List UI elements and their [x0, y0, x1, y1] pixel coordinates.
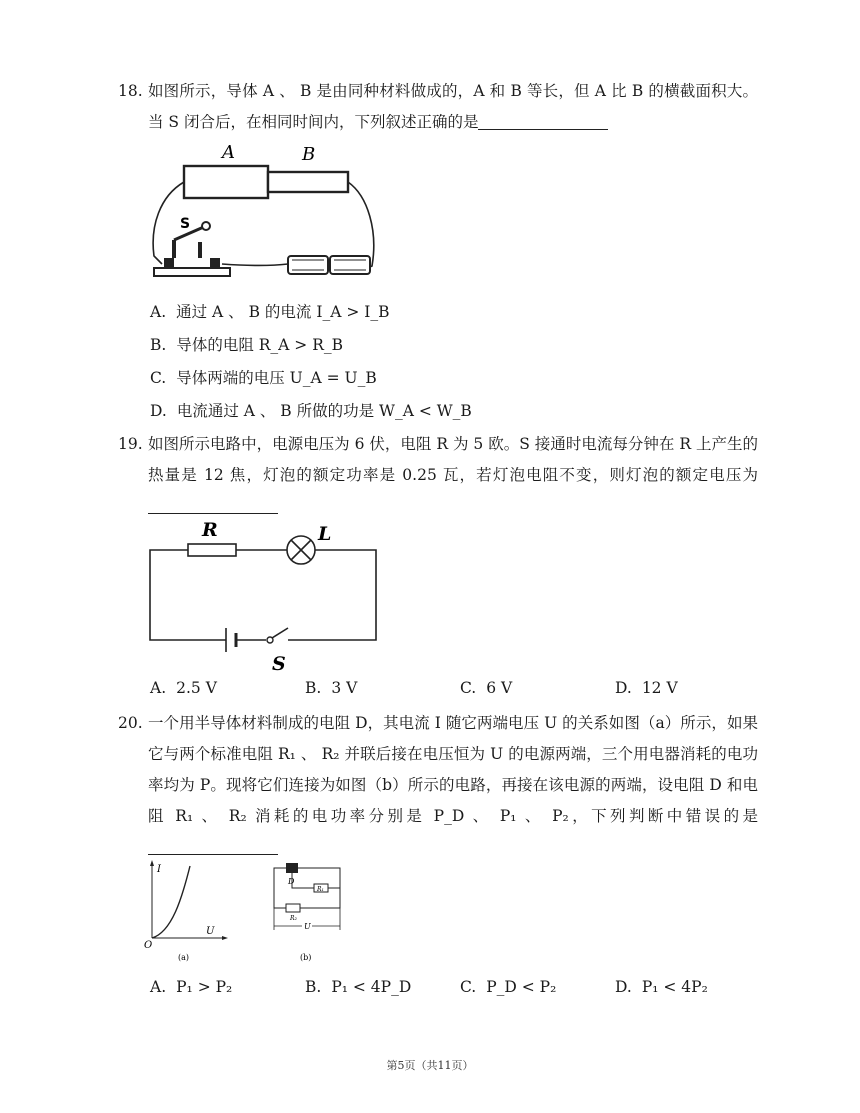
- origin-label: O: [144, 940, 153, 951]
- label-r1: R₁: [317, 886, 324, 893]
- label-s: S: [180, 216, 191, 232]
- label-u: U: [304, 922, 311, 931]
- question-text: 如图所示电路中，电源电压为 6 伏，电阻 R 为 5 欧。S 接通时电流每分钟在 R 上产生的热量是 12 焦，灯泡的额定功率是 0.25 瓦，若灯泡电阻不变，则灯泡的额定电压为: [148, 435, 758, 484]
- option-20-b[interactable]: B. P₁ < 4P_D: [305, 978, 412, 996]
- option-18-b[interactable]: B. 导体的电阻 R_A > R_B: [150, 336, 344, 354]
- option-19-b[interactable]: B. 3 V: [305, 679, 358, 697]
- option-18-d[interactable]: D. 电流通过 A 、 B 所做的功是 W_A < W_B: [150, 402, 472, 420]
- caption-b: (b): [300, 953, 312, 962]
- axis-x-label: U: [206, 926, 215, 937]
- question-20: [118, 708, 758, 863]
- label-r: R: [202, 519, 218, 541]
- option-19-a[interactable]: A. 2.5 V: [150, 679, 217, 697]
- label-l: L: [318, 523, 332, 545]
- answer-blank: [478, 111, 608, 130]
- page-footer: 第5页（共11页）: [386, 1059, 474, 1072]
- question-text: 如图所示，导体 A 、 B 是由同种材料做成的，A 和 B 等长，但 A 比 B 的横截面积大。当 S 闭合后，在相同时间内，下列叙述正确的是: [148, 82, 758, 131]
- axis-y-label: I: [157, 864, 161, 875]
- option-20-c[interactable]: C. P_D < P₂: [460, 978, 557, 996]
- option-20-d[interactable]: D. P₁ < 4P₂: [615, 978, 708, 996]
- option-18-c[interactable]: C. 导体两端的电压 U_A = U_B: [150, 369, 377, 387]
- label-r2: R₂: [290, 915, 297, 922]
- option-19-c[interactable]: C. 6 V: [460, 679, 513, 697]
- question-number: 19.: [118, 435, 143, 453]
- question-text: 一个用半导体材料制成的电阻 D，其电流 I 随它两端电压 U 的关系如图（a）所示，如果它与两个标准电阻 R₁ 、 R₂ 并联后接在电压恒为 U 的电源两端，三个用电器消耗的电功率均为 P。现将它们连接为如图（b）所示的电路，再接在该电源的两端，设电阻 D 和电阻 R₁ 、 R₂ 消耗的电功率分别是 P_D 、 P₁ 、 P₂，下列判断中错误的是: [148, 714, 758, 825]
- question-number: 18.: [118, 82, 143, 100]
- figure-q19-circuit: [140, 516, 390, 676]
- figure-q20b-circuit: [266, 858, 356, 966]
- figure-q20a-iu-graph: [142, 858, 232, 966]
- caption-a: (a): [178, 953, 190, 962]
- answer-blank: [148, 495, 278, 514]
- option-19-d[interactable]: D. 12 V: [615, 679, 678, 697]
- option-20-a[interactable]: A. P₁ > P₂: [150, 978, 233, 996]
- label-a: A: [222, 142, 235, 163]
- label-d: D: [288, 877, 295, 886]
- label-b: B: [302, 144, 316, 165]
- label-s: S: [272, 653, 286, 675]
- option-18-a[interactable]: A. 通过 A 、 B 的电流 I_A > I_B: [150, 303, 390, 321]
- question-18: [118, 76, 758, 138]
- question-19: [118, 429, 758, 522]
- figure-q18-circuit: [140, 136, 380, 286]
- answer-blank: [148, 836, 278, 855]
- question-number: 20.: [118, 714, 143, 732]
